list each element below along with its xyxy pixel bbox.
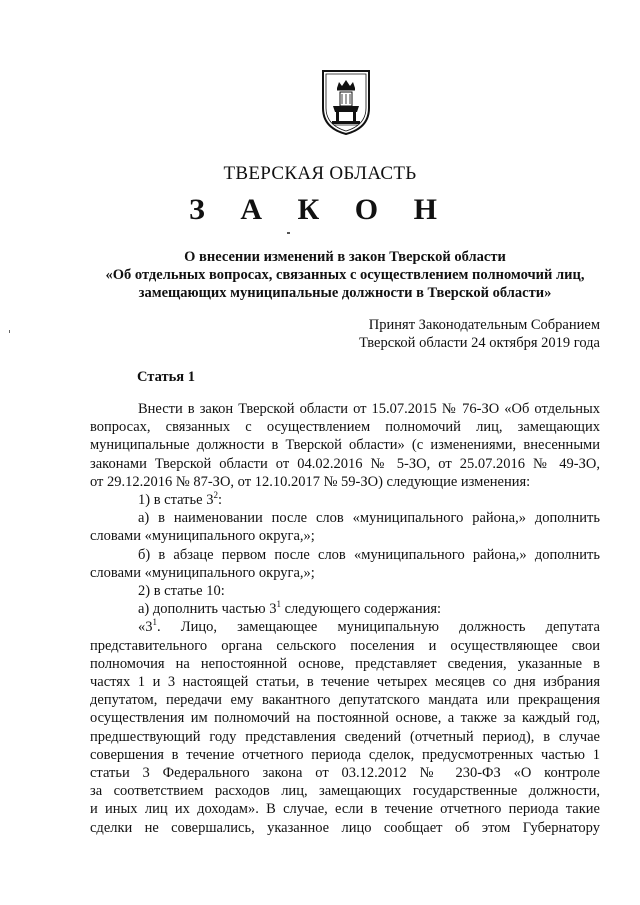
superscript: 1 (276, 599, 281, 610)
adoption-note (359, 316, 600, 352)
law-title-line: О внесении изменений в закон Тверской области (184, 249, 506, 265)
margin-mark (9, 330, 10, 333)
document-type-heading: З А К О Н (189, 193, 451, 226)
body-line: осуществления им полномочий на постоянной основе, а также за каждый год, (90, 710, 600, 727)
body-line: муниципальные должности в Тверской области» (с изменениями, внесенными (90, 437, 600, 454)
body-line: законами Тверской области от 04.02.2016 № 5-ЗО, от 25.07.2016 № 49-ЗО, (90, 455, 600, 472)
item-text: : (217, 492, 222, 509)
body-line: сделки не совершались, указанное лицо сообщает об этом Губернатору (90, 819, 600, 836)
body-line: полномочия на непостоянной основе, представляет сведения, указанные в (90, 655, 600, 672)
body-line: частях 1 и 3 настоящей статьи, в течение четырех месяцев со дня избрания (90, 674, 600, 691)
body-line: предшествующий году представления сведений (отчетный период), в случае (90, 728, 600, 745)
body-line: за соответствием расходов лиц, замещающих государственные должности, (90, 783, 600, 800)
list-item: 2) в статье 10: (138, 583, 225, 600)
body-line: б) в абзаце первом после слов «муниципального района,» дополнить (138, 546, 600, 563)
law-title-line: замещающих муниципальные должности в Тверской области» (138, 285, 552, 301)
body-line: словами «муниципального округа,»; (90, 564, 315, 581)
superscript: 2 (213, 490, 218, 501)
item-text: а) дополнить частью 3 (138, 601, 277, 618)
scan-dot (287, 232, 290, 234)
adoption-line: Тверской области 24 октября 2019 года (359, 335, 600, 351)
adoption-line: Принят Законодательным Собранием (368, 317, 600, 333)
law-title-line: «Об отдельных вопросах, связанных с осуществлением полномочий лиц, (105, 267, 585, 283)
body-line: от 29.12.2016 № 87-ЗО, от 12.10.2017 № 59-ЗО) следующие изменения: (90, 473, 531, 490)
superscript: 1 (152, 617, 157, 628)
article-heading: Статья 1 (137, 369, 195, 385)
quote-first-line (90, 618, 600, 636)
body-line: депутатом, передачи ему вакантного депутатского мандата или прекращения (90, 692, 600, 709)
body-line: статьи 3 Федерального закона от 03.12.2012 № 230-ФЗ «О контроле (90, 765, 600, 782)
quote-text: «3 (138, 619, 153, 636)
body-line: представительного органа сельского поселения и осуществляющее свои (90, 637, 600, 654)
law-title (90, 248, 600, 302)
body-line: словами «муниципального округа,»; (90, 528, 315, 545)
body-line: вопросах, связанных с осуществлением полномочий лиц, замещающих (90, 419, 600, 436)
list-item (90, 491, 600, 509)
item-text: следующего содержания: (281, 601, 442, 618)
item-text: 1) в статье 3 (138, 492, 214, 509)
quote-text: . Лицо, замещающее муниципальную должность депутата (157, 619, 600, 636)
list-item (90, 600, 600, 618)
body-line: совершения в течение отчетного периода сделок, предусмотренных частью 1 (90, 746, 600, 763)
article-body (90, 400, 600, 837)
tver-coat-of-arms-emblem (320, 68, 372, 136)
body-line: а) в наименовании после слов «муниципального района,» дополнить (138, 510, 600, 527)
region-name: ТВЕРСКАЯ ОБЛАСТЬ (223, 163, 417, 184)
body-line: Внести в закон Тверской области от 15.07.2015 № 76-ЗО «Об отдельных (138, 401, 600, 417)
body-line: и иных лиц их доходам». В случае, если в течение отчетного периода такие (90, 801, 600, 818)
